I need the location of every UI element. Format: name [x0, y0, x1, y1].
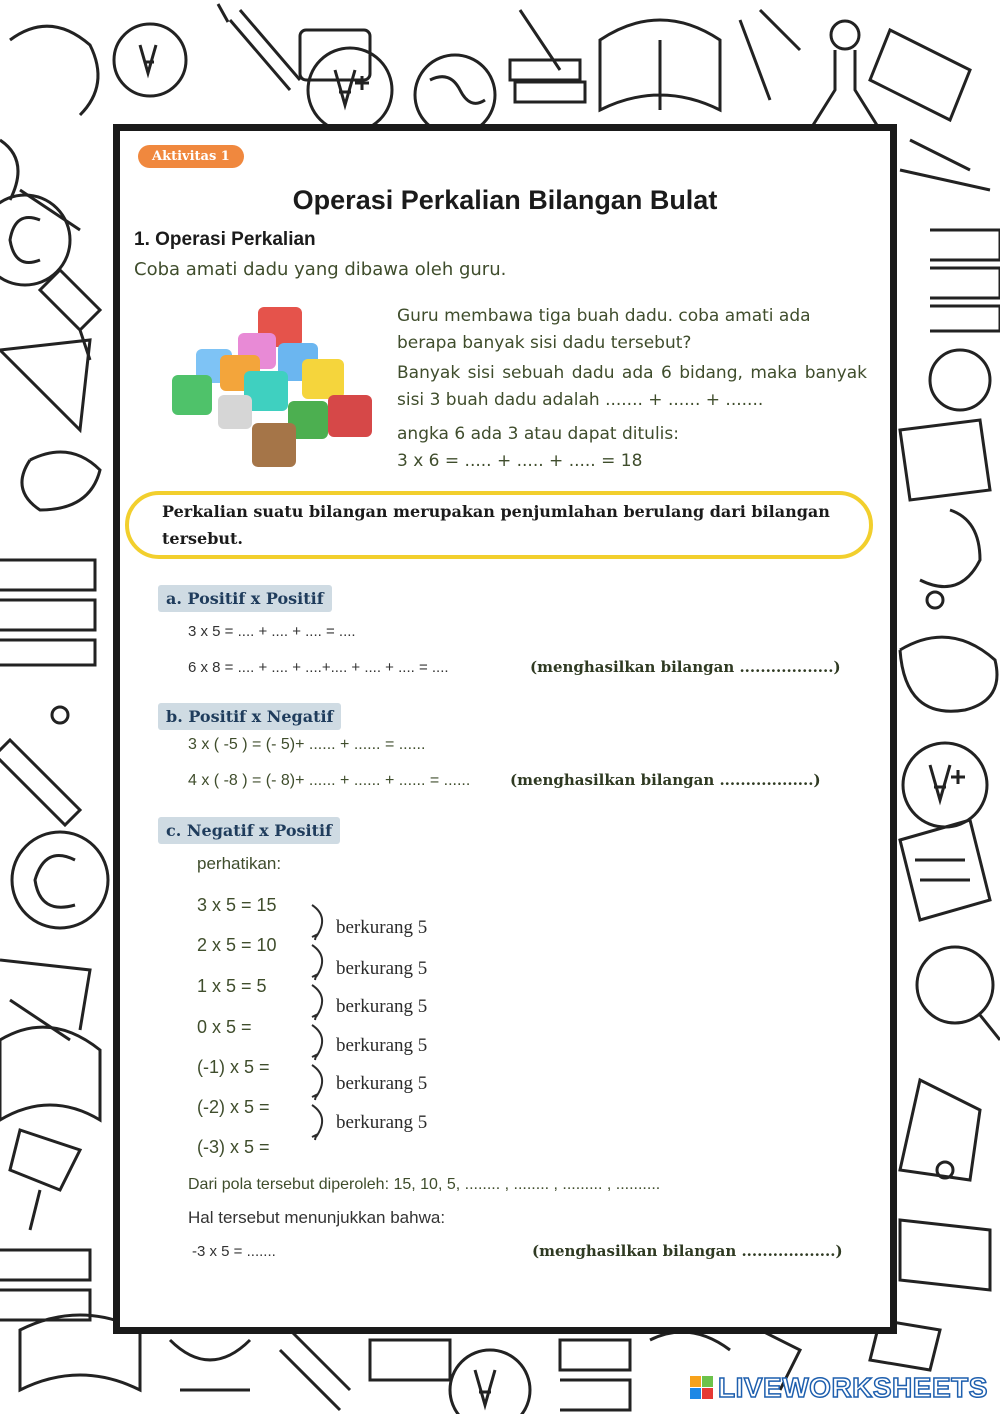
sequence-item[interactable]: (-3) x 5 = — [197, 1137, 270, 1157]
tag-positive-positive: a. Positif x Positif — [158, 585, 332, 612]
liveworksheets-watermark — [690, 1372, 988, 1404]
equation-a2[interactable]: 6 x 8 = .... + .... + ....+.... + .... + .... = .... — [188, 659, 449, 676]
conclusion-text: Hal tersebut menunjukkan bahwa: — [188, 1208, 446, 1227]
dice-written-form — [397, 421, 867, 475]
dice-equation: 3 x 6 = ..... + ..... + ..... = 18 — [397, 451, 643, 471]
equation-b2[interactable]: 4 x ( -8 ) = (- 8)+ ...... + ...... + ...... = ...... — [188, 772, 471, 789]
liveworksheets-logo-icon — [690, 1376, 714, 1400]
step-label: berkurang 5 — [336, 1073, 428, 1094]
dice-written-intro: angka 6 ada 3 atau dapat ditulis: — [397, 424, 679, 444]
tag-negative-positive: c. Negatif x Positif — [158, 817, 340, 844]
result-c[interactable]: (menghasilkan bilangan ..................) — [532, 1242, 843, 1260]
sequence-item[interactable]: 0 x 5 = — [197, 1017, 252, 1037]
tag-positive-negative: b. Positif x Negatif — [158, 703, 341, 730]
dice-sides-text: Banyak sisi sebuah dadu ada 6 bidang, maka banyak sisi 3 buah dadu adalah ....... + ...... + ....... — [397, 363, 867, 410]
intro-text: Coba amati dadu yang dibawa oleh guru. — [134, 259, 507, 280]
result-a[interactable]: (menghasilkan bilangan ..................) — [530, 658, 841, 676]
sequence-item[interactable]: (-2) x 5 = — [197, 1097, 270, 1117]
step-label: berkurang 5 — [336, 1035, 428, 1056]
sequence-item: 3 x 5 = 15 — [197, 895, 277, 915]
result-b[interactable]: (menghasilkan bilangan ..................) — [510, 771, 821, 789]
step-label: berkurang 5 — [336, 958, 428, 979]
pattern-text[interactable]: Dari pola tersebut diperoleh: 15, 10, 5, ........ , ........ , ......... , .......... — [188, 1176, 661, 1193]
sequence-item[interactable]: (-1) x 5 = — [197, 1057, 270, 1077]
liveworksheets-text: LIVEWORKSHEETS — [718, 1372, 988, 1403]
step-label: berkurang 5 — [336, 1112, 428, 1133]
step-label: berkurang 5 — [336, 917, 428, 938]
dice-image — [168, 299, 383, 474]
rule-text: Perkalian suatu bilangan merupakan penjumlahan berulang dari bilangan tersebut. — [162, 502, 830, 548]
worksheet-card — [113, 124, 897, 1334]
step-label: berkurang 5 — [336, 996, 428, 1017]
note-text: perhatikan: — [197, 854, 282, 873]
page-title: Operasi Perkalian Bilangan Bulat — [292, 185, 718, 215]
equation-a1[interactable]: 3 x 5 = .... + .... + .... = .... — [188, 623, 356, 640]
activity-badge: Aktivitas 1 — [138, 145, 244, 168]
sequence-item: 2 x 5 = 10 — [197, 935, 277, 955]
arrow-curves — [308, 903, 336, 1153]
dice-question: Guru membawa tiga buah dadu. coba amati ada berapa banyak sisi dadu tersebut? — [397, 306, 811, 353]
sequence-item: 1 x 5 = 5 — [197, 976, 267, 996]
equation-b1[interactable]: 3 x ( -5 ) = (- 5)+ ...... + ...... = ...... — [188, 736, 426, 753]
section-heading: 1. Operasi Perkalian — [134, 229, 316, 250]
final-equation[interactable]: -3 x 5 = ....... — [192, 1243, 276, 1260]
